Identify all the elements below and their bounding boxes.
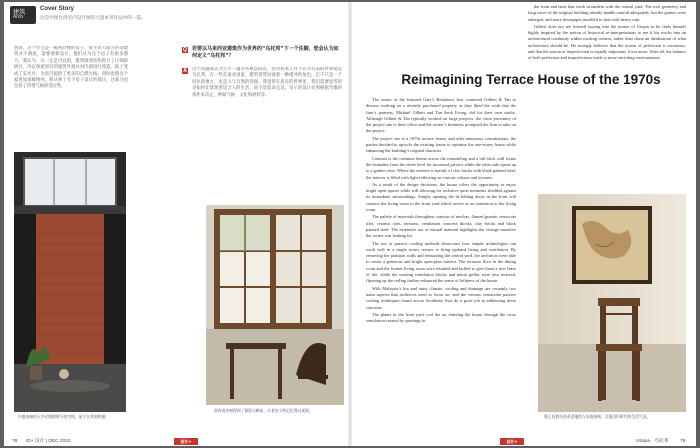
window-photo	[206, 205, 344, 405]
section-badge-en: Arch	[13, 15, 24, 20]
interview-question: 若要以马来西亚建筑作为世界的“乌托邦”下一个注脚，您会认为如何定义“乌托邦”？	[192, 46, 339, 59]
col1-paragraph: The use of passive cooling methods showcases how simple technologies can work well in a single storey terrace to bring updated living and ventilation. By removing the partition walls and reinstating the central yard, the architects were able to create a generous and bright open-plan interior. The terrazzo floor in the dining room and the former living room were retained and buffed to give them a new lease of life, while the existing ventilation blocks and metal grilles were also restored. Opening up the ceiling further enhanced the sense of loftiness of the house.	[366, 240, 516, 284]
atrium-photo	[14, 152, 126, 412]
col1-paragraph: The plants in the front yard cool the air entering the house through the cross ventilation created by openings in	[366, 311, 516, 324]
right-column-2-text	[528, 4, 686, 184]
section-title: Cover Story	[40, 6, 75, 12]
col1-paragraph: The owner of the featured Gale’s Residence first contacted Gilbert & Tan to discuss working on a recently purchased property as they liked the work that the firm’s partners, Michael Gilbert and Tan Seok Foong, did for their own studio. Although Gilbert & Tan typically worked on large projects, the close proximity of the project site to their office and the owner’s keenness prompted the firm to take on the project.	[366, 97, 516, 134]
left-page	[4, 2, 350, 446]
interview-answer: 这个问题我认为至少一题有些难以回答，因为我本人并不认为目前的世界就是乌托邦。在一些东南亚国家，建筑常常扮演着一种缓冲的角色，它不只是一个居住的地方，也是人与自然的连接。我觉得在真实的世界里，我们需要思考的是如何让建筑更适合人的生活，而不是追求完美。房子的设计必须根据当地的条件来决定，例如气候、文化和材料等。	[192, 67, 342, 98]
left-column-text: 然而，这个住宅是一栋两层楼的房子，屋主对大部分的旧建筑并不满意，需要重新设计。他们认为这个房子有很多潜力。我认为，这一定是可以的，建筑师对结构进行了仔细的研究，决定保留原有的建筑外观并对内部进行改造。院子变成了采光井，为室内提供了更多的自然光线，同时也使这个家更加宽敞明亮。我从事了关于房子设计的探讨，这部分也包括了热带气候的适应性。	[14, 46, 128, 90]
col1-paragraph: The project site is a 1970s terrace house, and after numerous consultations, the parties decided to upcycle the existing frame to optimise the one-storey house while enhancing the building’s original character.	[366, 135, 516, 154]
right-column-1-text	[366, 97, 516, 435]
col1-paragraph: With Malaysia’s hot and rainy climate, cooling and drainage are certainly two main aspects that architects need to focus on, and the various vernacular passive cooling techniques found across Southeast Asia do a good job in addressing these concerns.	[366, 285, 516, 310]
col2-paragraph: the front and back that work in tandem with the central yard. The roof geometry and long eaves of the original building already handle rainfall adequately, but the gutters were enlarged, and more downpipes installed to deal with heavy rain.	[528, 4, 686, 22]
section-badge	[10, 6, 36, 24]
map-chair-photo	[538, 194, 686, 412]
section-header	[10, 6, 340, 26]
window-photo-caption: 原有的木窗得到了保留与修复，让老房子的记忆得以延续。	[214, 408, 313, 413]
map-chair-photo-caption: 墙上挂着东南亚老地图与木质座椅，呈现出旧时代的生活气息。	[544, 414, 651, 419]
col2-paragraph: Gilbert does not see himself buying into the notion of Utopia as he finds himself highly inspired by the notion of historical re-interpretations to see if his works into an architectural continuity within existing context, rather than chase an idealization of what architecture should be. He strongly believes that the notion of perfection is erroneous, and that the notion of imperfection is equally important, if not more. After all, the balance of both perfection and imperfections leads to more enriching environments.	[528, 23, 686, 61]
right-footer-brand: Utopia · 乌托邦	[636, 439, 669, 444]
article-title: Reimagining Terrace House of the 1970s	[401, 72, 661, 87]
col1-paragraph: The palette of materials throughout consists of mechas, flamed granite, terracotta tiles, ceramic tiles, terrazzo, ventilation concrete blocks, clay bricks and black painted steel. The extensive use of natural material highlights the vintage narrative the owner was looking for.	[366, 214, 516, 239]
left-footer-brand: ID+ 设计 | DEC 2022	[26, 439, 71, 444]
left-page-number: 78	[12, 439, 18, 444]
answer-marker: A	[183, 68, 187, 74]
magazine-spread	[4, 2, 696, 446]
right-footer-logo: 设计+	[500, 438, 524, 445]
atrium-photo-caption: 中庭连接的天井光线照射下的空间，屋主在其间休憩。	[18, 414, 110, 419]
section-subtitle: 这是中国台湾室内设计师的大量本刊作品中的一篇。	[40, 16, 146, 21]
question-marker: Q	[183, 47, 187, 53]
col1-paragraph: Contrast is the common theme across the remodeling and a tall brick wall forms the boundary from the street level for increased privacy while the other side opens up to a garden view. Where the exterior is mainly of clay bricks with black painted steel, the interior is filled with light-reflecting on various colours and textures.	[366, 155, 516, 180]
left-footer-logo: 设计+	[174, 438, 198, 445]
right-page	[350, 2, 696, 446]
right-page-number: 79	[680, 439, 686, 444]
col1-paragraph: As a result of the design decisions, the house offers the opportunity to enjoy bright open spaces while still allowing for reclusive quiet moments shielded against its immediate surroundings. Simply opening the bi-folding doors in the front will connect the living room to the front yard which serves as an extension to the living room.	[366, 181, 516, 213]
section-badge-cn: 建筑	[13, 9, 26, 16]
